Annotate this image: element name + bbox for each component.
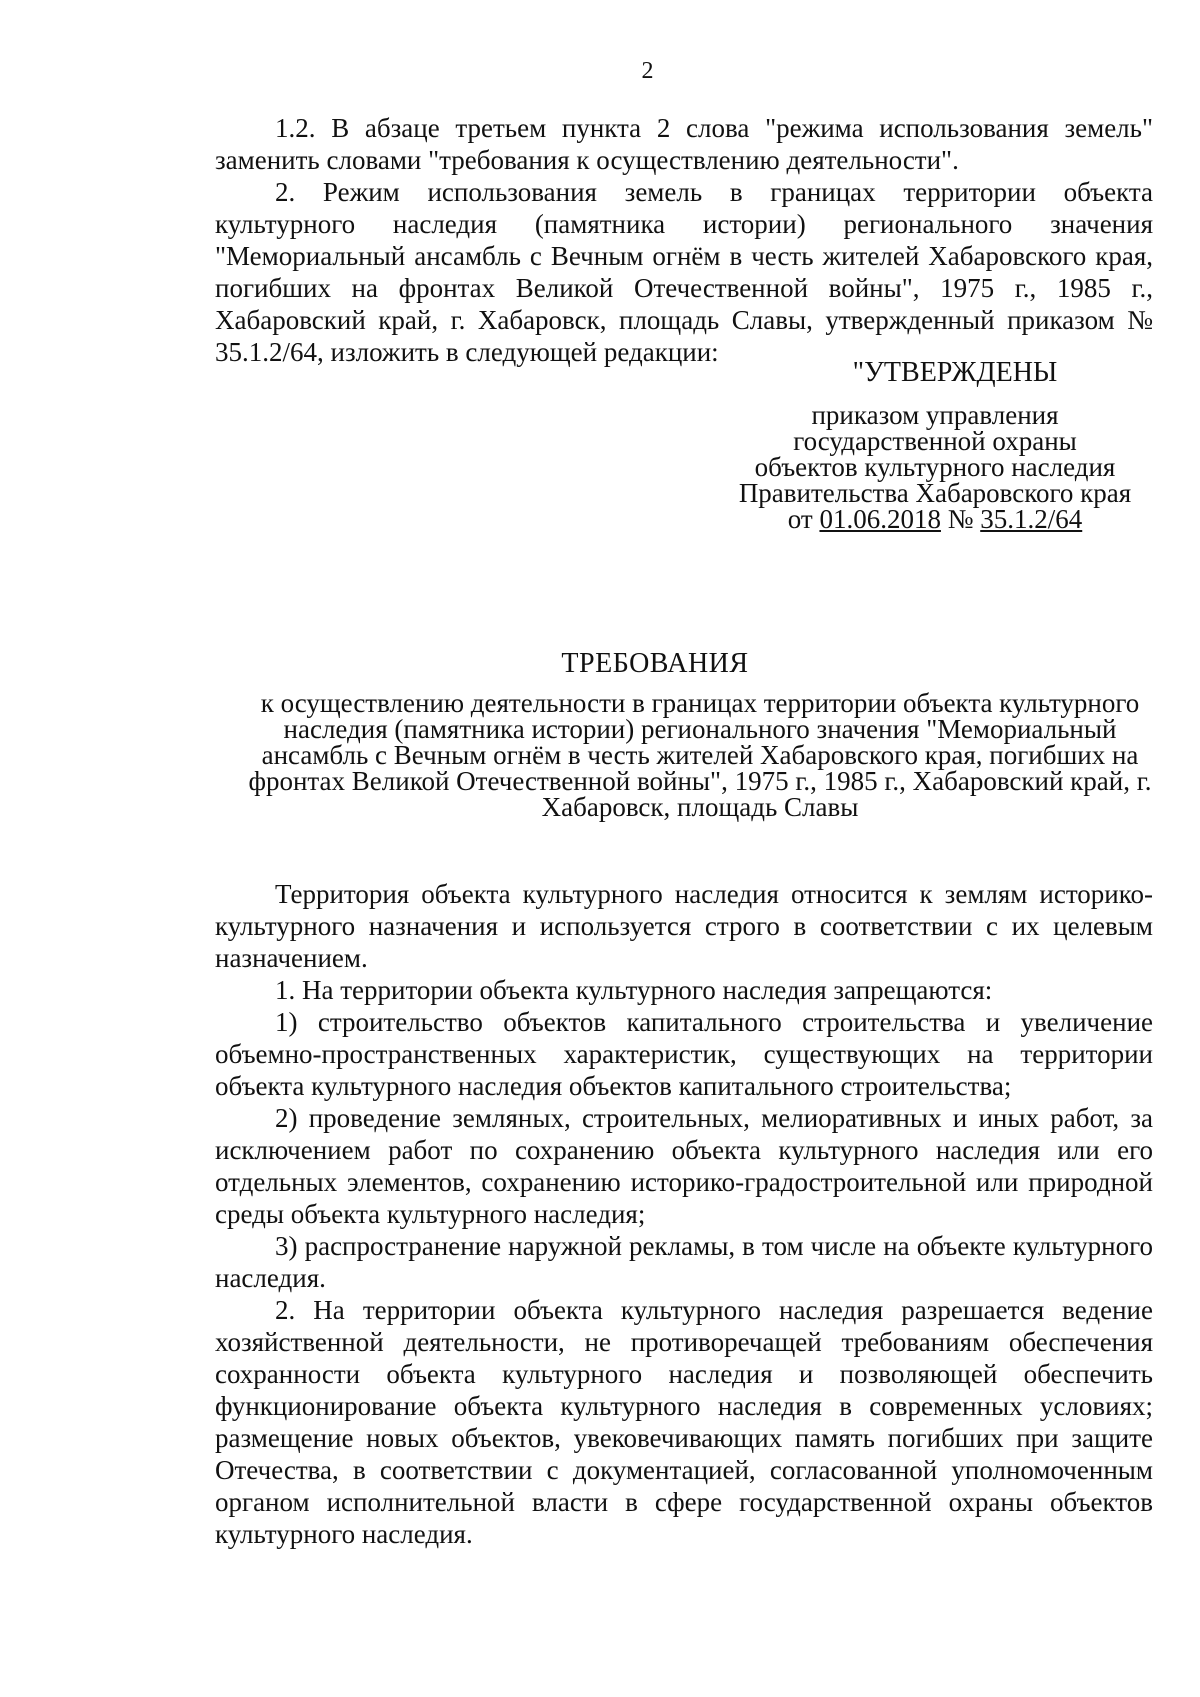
approval-number-prefix: № bbox=[940, 504, 981, 534]
requirements-paragraph-6: 2. На территории объекта культурного наследия разрешается ведение хозяйственной деятельности, не противоречащей требованиям обеспечения сохранности объекта культурного наследия и позволяющей обеспечить функционирование объекта культурного наследия в современных условиях; размещение новых объектов, увековечивающих память погибших при защите Отечества, в соответствии с документацией, согласованной уполномоченным органом исполнительной власти в сфере государственной охраны объектов культурного наследия. bbox=[215, 1295, 1153, 1549]
approval-date: 01.06.2018 bbox=[819, 504, 941, 534]
requirements-title: ТРЕБОВАНИЯ bbox=[561, 648, 749, 679]
approval-stamp bbox=[700, 357, 1170, 534]
requirements-paragraph-1: Территория объекта культурного наследия относится к землям историко-культурного назначения и используется строго в соответствии с их целевым назначением. bbox=[215, 879, 1153, 973]
approval-title: "УТВЕРЖДЕНЫ bbox=[852, 357, 1058, 388]
approval-line-1: приказом управления bbox=[811, 400, 1059, 430]
approval-line-2: государственной охраны bbox=[793, 426, 1077, 456]
requirements-body bbox=[215, 878, 1153, 1550]
page-number: 2 bbox=[641, 58, 654, 84]
intro-paragraph-2: 2. Режим использования земель в границах территории объекта культурного наследия (памятника истории) регионального значения "Мемориальный ансамбль с Вечным огнём в честь жителей Хабаровского края, погибших на фронтах Великой Отечественной войны", 1975 г., 1985 г., Хабаровский край, г. Хабаровск, площадь Славы, утвержденный приказом № 35.1.2/64, изложить в следующей редакции: bbox=[215, 177, 1153, 367]
requirements-paragraph-4: 2) проведение земляных, строительных, мелиоративных и иных работ, за исключением работ по сохранению объекта культурного наследия или его отдельных элементов, сохранению историко-градостроительной или природной среды объекта культурного наследия; bbox=[215, 1103, 1153, 1229]
approval-line-3: объектов культурного наследия bbox=[754, 452, 1116, 482]
intro-paragraph-1: 1.2. В абзаце третьем пункта 2 слова "режима использования земель" заменить словами "требования к осуществлению деятельности". bbox=[215, 113, 1153, 175]
requirements-paragraph-3: 1) строительство объектов капитального строительства и увеличение объемно-пространственных характеристик, существующих на территории объекта культурного наследия объектов капитального строительства; bbox=[215, 1007, 1153, 1101]
requirements-subtitle: к осуществлению деятельности в границах территории объекта культурного наследия (памятника истории) регионального значения "Мемориальный ансамбль с Вечным огнём в честь жителей Хабаровского края, погибших на фронтах Великой Отечественной войны", 1975 г., 1985 г., Хабаровский край, г. Хабаровск, площадь Славы bbox=[248, 688, 1152, 822]
requirements-paragraph-2: 1. На территории объекта культурного наследия запрещаются: bbox=[275, 975, 993, 1005]
approval-date-prefix: от bbox=[787, 504, 820, 534]
approval-date-line bbox=[700, 506, 1170, 532]
approval-number: 35.1.2/64 bbox=[980, 504, 1083, 534]
requirements-paragraph-5: 3) распространение наружной рекламы, в том числе на объекте культурного наследия. bbox=[215, 1231, 1153, 1293]
approval-line-4: Правительства Хабаровского края bbox=[738, 478, 1132, 508]
intro-section bbox=[215, 112, 1153, 368]
